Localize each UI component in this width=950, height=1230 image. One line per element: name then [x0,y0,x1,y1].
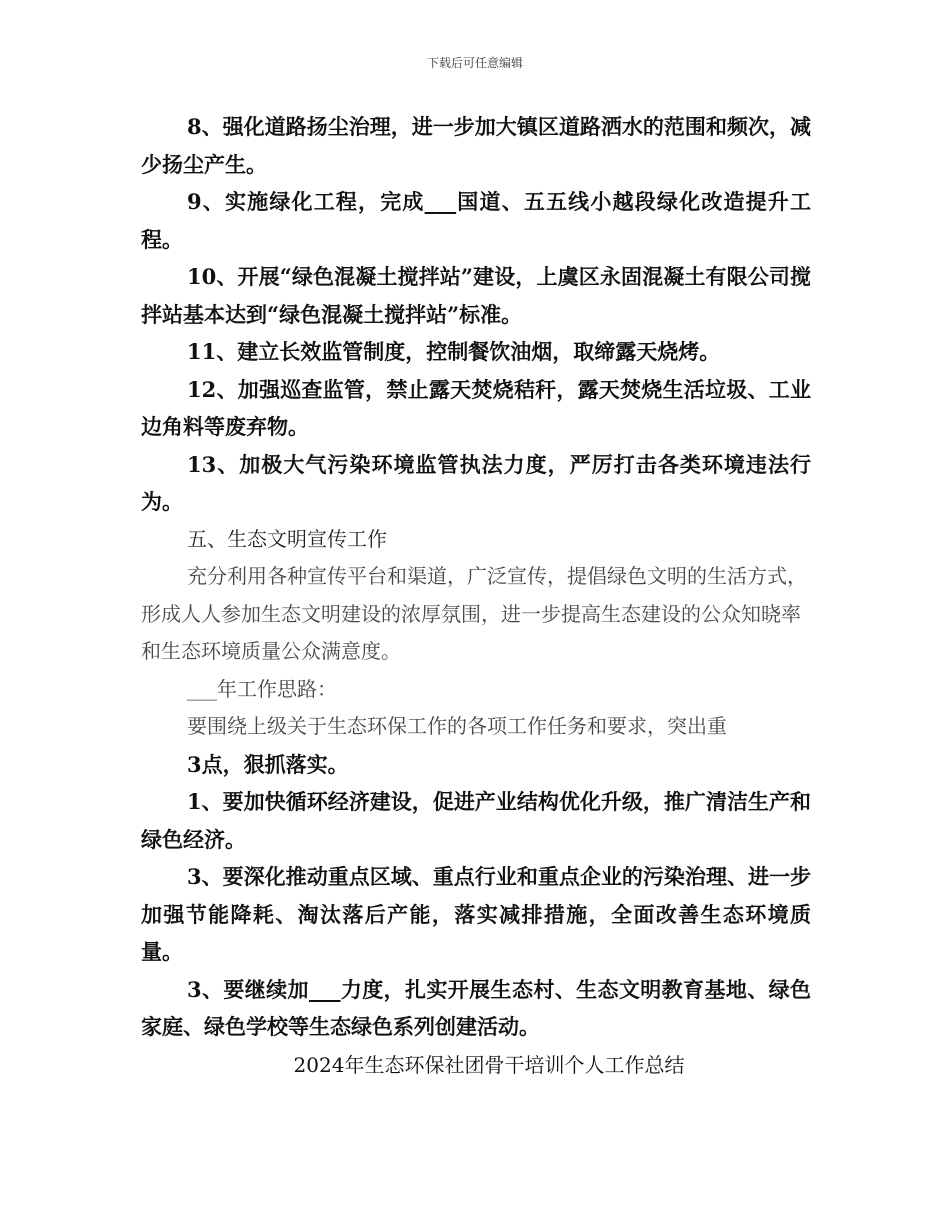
next-document-title: 2024年生态环保社团骨干培训个人工作总结 [293,1052,685,1077]
thoughts-heading: ___年工作思路： [187,676,337,701]
paragraph-item-11: 11、建立长效监管制度，控制餐饮油烟，取缔露天烧烤。 [187,339,721,364]
task-item-2: 3、要深化推动重点区域、重点行业和重点企业的污染治理、进一步加强节能降耗、淘汰落后产能，落实减排措施，全面改善生态环境质量。 [141,864,811,964]
paragraph-item-12: 12、加强巡查监管，禁止露天焚烧秸秆，露天焚烧生活垃圾、工业边角料等废弃物。 [141,376,811,439]
thoughts-intro-continued: 3点，狠抓落实。 [187,751,349,777]
section-body: 充分利用各种宣传平台和渠道，广泛宣传，提倡绿色文明的生活方式，形成人人参加生态文明建设的浓厚氛围，进一步提高生态建设的公众知晓率和生态环境质量公众满意度。 [141,564,807,663]
paragraph-item-9: 9、实施绿化工程，完成___国道、五五线小越段绿化改造提升工程。 [141,189,811,252]
page-header-note: 下载后可任意编辑 [426,56,523,70]
task-item-1: 1、要加快循环经济建设，促进产业结构优化升级，推广清洁生产和绿色经济。 [141,789,811,852]
section-heading: 五、生态文明宣传工作 [187,526,387,551]
thoughts-intro: 要围绕上级关于生态环保工作的各项工作任务和要求，突出重 [187,714,727,738]
paragraph-item-13: 13、加极大气污染环境监管执法力度，严厉打击各类环境违法行为。 [141,451,811,514]
task-item-3: 3、要继续加___力度，扎实开展生态村、生态文明教育基地、绿色家庭、绿色学校等生态绿色系列创建活动。 [141,976,811,1039]
document-body [141,108,811,1084]
paragraph-item-8: 8、强化道路扬尘治理，进一步加大镇区道路洒水的范围和频次，减少扬尘产生。 [141,114,811,177]
paragraph-item-10: 10、开展“绿色混凝土搅拌站”建设，上虞区永固混凝土有限公司搅拌站基本达到“绿色混凝土搅拌站”标准。 [141,264,811,327]
